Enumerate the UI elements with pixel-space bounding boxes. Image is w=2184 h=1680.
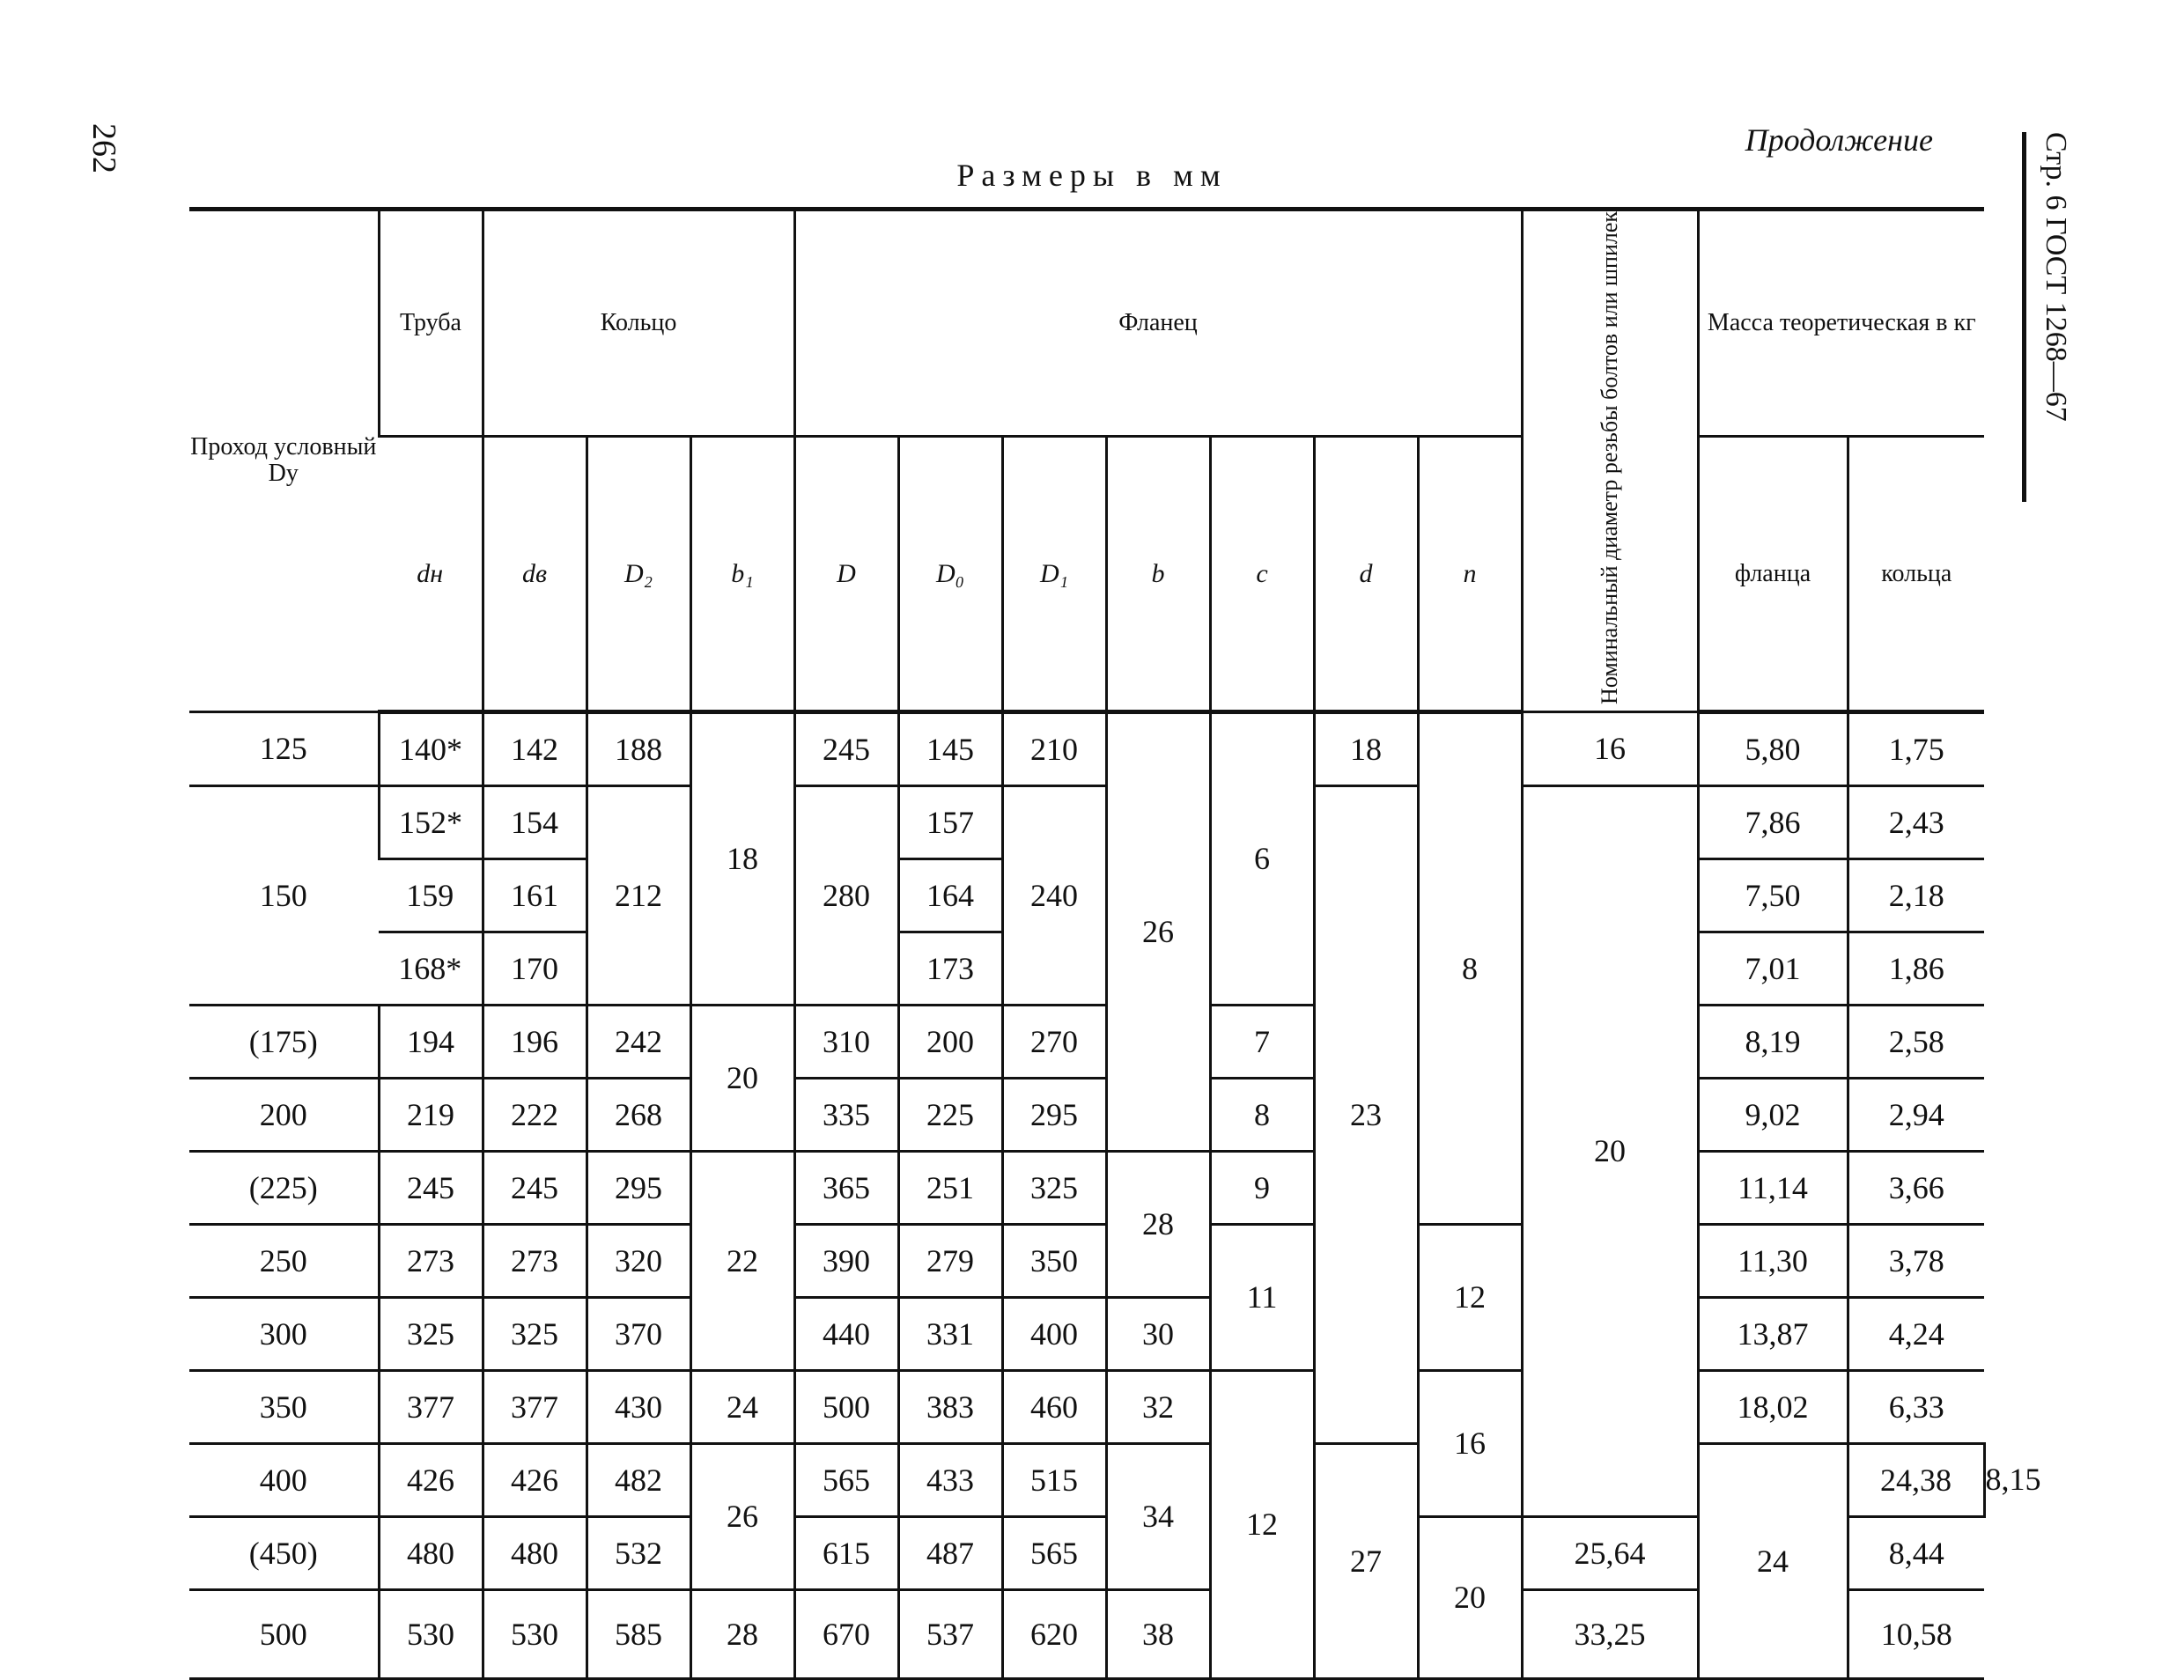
header-passage: Проход условный Dу <box>189 210 379 712</box>
cell-mass-ring: 3,78 <box>1848 1224 1984 1297</box>
cell-mass-flange: 7,50 <box>1698 858 1848 932</box>
cell-dn: 168* <box>379 932 483 1005</box>
cell-mass-flange: 13,87 <box>1698 1297 1848 1370</box>
cell-dy: 350 <box>189 1370 379 1443</box>
cell-dv: 426 <box>483 1443 587 1516</box>
cell-mass-flange: 5,80 <box>1698 711 1848 785</box>
header-bolt-diameter <box>1522 210 1698 712</box>
cell-dv: 142 <box>483 711 587 785</box>
cell-dy: (175) <box>189 1005 379 1078</box>
side-rule <box>2022 132 2026 502</box>
cell-mass-ring: 2,43 <box>1848 785 1984 858</box>
cell-D: 615 <box>794 1516 898 1589</box>
cell-b: 34 <box>1106 1443 1210 1589</box>
cell-d: 18 <box>1314 711 1418 785</box>
cell-mass-flange: 11,30 <box>1698 1224 1848 1297</box>
cell-d: 23 <box>1314 785 1418 1443</box>
cell-b: 30 <box>1106 1297 1210 1370</box>
cell-D1: 270 <box>1002 1005 1106 1078</box>
cell-mass-flange: 11,14 <box>1698 1151 1848 1224</box>
cell-D1: 460 <box>1002 1370 1106 1443</box>
cell-b1: 28 <box>690 1589 794 1678</box>
cell-D: 440 <box>794 1297 898 1370</box>
cell-D: 500 <box>794 1370 898 1443</box>
cell-D0: 200 <box>898 1005 1002 1078</box>
cell-dv: 196 <box>483 1005 587 1078</box>
cell-mass-ring: 2,94 <box>1848 1078 1984 1151</box>
cell-D0: 433 <box>898 1443 1002 1516</box>
header-flange: Фланец <box>794 210 1522 437</box>
cell-dn: 426 <box>379 1443 483 1516</box>
cell-D0: 279 <box>898 1224 1002 1297</box>
header-d: d <box>1314 437 1418 712</box>
cell-D: 365 <box>794 1151 898 1224</box>
cell-mass-ring: 1,86 <box>1848 932 1984 1005</box>
cell-c: 12 <box>1210 1370 1314 1678</box>
cell-b1: 18 <box>690 711 794 1005</box>
cell-D2: 532 <box>587 1516 690 1589</box>
header-dv: dв <box>483 437 587 712</box>
header-D: D <box>794 437 898 712</box>
cell-bolt: 24 <box>1698 1443 1848 1678</box>
cell-dy: 500 <box>189 1589 379 1678</box>
cell-D1: 620 <box>1002 1589 1106 1678</box>
cell-D0: 157 <box>898 785 1002 858</box>
table-row <box>189 785 1984 858</box>
header-bolt-diameter-text: Номинальный диаметр резьбы болтов или шпилек <box>1597 211 1623 704</box>
cell-D2: 242 <box>587 1005 690 1078</box>
cell-mass-flange: 8,19 <box>1698 1005 1848 1078</box>
cell-dn: 273 <box>379 1224 483 1297</box>
cell-b1: 26 <box>690 1443 794 1589</box>
cell-D: 335 <box>794 1078 898 1151</box>
continuation-label: Продолжение <box>1745 122 1933 158</box>
cell-dy: 200 <box>189 1078 379 1151</box>
cell-D1: 350 <box>1002 1224 1106 1297</box>
cell-D: 280 <box>794 785 898 1005</box>
table-row <box>189 1370 1984 1443</box>
cell-dn: 152* <box>379 785 483 858</box>
cell-D2: 188 <box>587 711 690 785</box>
header-b1: b₁ <box>690 437 794 712</box>
cell-mass-ring: 4,24 <box>1848 1297 1984 1370</box>
cell-c: 8 <box>1210 1078 1314 1151</box>
table-title: Размеры в мм <box>956 158 1228 193</box>
cell-dn: 159 <box>379 858 483 932</box>
cell-dy: 150 <box>189 785 379 1005</box>
cell-mass-ring: 2,18 <box>1848 858 1984 932</box>
header-mass: Масса теоретическая в кг <box>1698 210 1984 437</box>
cell-n: 16 <box>1418 1370 1522 1516</box>
cell-dv: 325 <box>483 1297 587 1370</box>
cell-n: 8 <box>1418 711 1522 1224</box>
standard-reference: Стр. 6 ГОСТ 1268—67 <box>2040 132 2072 422</box>
cell-D2: 482 <box>587 1443 690 1516</box>
cell-dv: 480 <box>483 1516 587 1589</box>
cell-D0: 164 <box>898 858 1002 932</box>
cell-dv: 161 <box>483 858 587 932</box>
cell-D0: 145 <box>898 711 1002 785</box>
cell-dn: 480 <box>379 1516 483 1589</box>
cell-D: 390 <box>794 1224 898 1297</box>
header-b: b <box>1106 437 1210 712</box>
cell-D0: 537 <box>898 1589 1002 1678</box>
cell-mass-flange: 25,64 <box>1522 1516 1698 1589</box>
cell-dy: (450) <box>189 1516 379 1589</box>
cell-dv: 154 <box>483 785 587 858</box>
cell-D0: 173 <box>898 932 1002 1005</box>
cell-D: 565 <box>794 1443 898 1516</box>
cell-bolt: 16 <box>1522 711 1698 785</box>
cell-D2: 585 <box>587 1589 690 1678</box>
cell-D: 245 <box>794 711 898 785</box>
header-mass-flange: фланца <box>1698 437 1848 712</box>
cell-D0: 331 <box>898 1297 1002 1370</box>
cell-mass-flange: 9,02 <box>1698 1078 1848 1151</box>
cell-D0: 487 <box>898 1516 1002 1589</box>
cell-mass-flange: 7,01 <box>1698 932 1848 1005</box>
cell-D1: 295 <box>1002 1078 1106 1151</box>
cell-dv: 377 <box>483 1370 587 1443</box>
cell-bolt: 20 <box>1522 785 1698 1516</box>
page-number: 262 <box>85 123 122 173</box>
cell-b: 32 <box>1106 1370 1210 1443</box>
cell-D2: 320 <box>587 1224 690 1297</box>
cell-dn: 219 <box>379 1078 483 1151</box>
header-c: c <box>1210 437 1314 712</box>
cell-dn: 194 <box>379 1005 483 1078</box>
cell-D1: 210 <box>1002 711 1106 785</box>
table-row <box>189 1005 1984 1078</box>
cell-mass-ring: 6,33 <box>1848 1370 1984 1443</box>
cell-dv: 170 <box>483 932 587 1005</box>
cell-D0: 383 <box>898 1370 1002 1443</box>
cell-mass-flange: 24,38 <box>1848 1443 1984 1516</box>
cell-dv: 222 <box>483 1078 587 1151</box>
cell-D2: 268 <box>587 1078 690 1151</box>
cell-D1: 515 <box>1002 1443 1106 1516</box>
cell-dy: 300 <box>189 1297 379 1370</box>
header-mass-ring: кольца <box>1848 437 1984 712</box>
cell-b1: 22 <box>690 1151 794 1370</box>
cell-D1: 565 <box>1002 1516 1106 1589</box>
cell-c: 6 <box>1210 711 1314 1005</box>
cell-dy: (225) <box>189 1151 379 1224</box>
dimensions-table <box>189 207 2041 1680</box>
table-row <box>189 711 1984 785</box>
cell-dn: 245 <box>379 1151 483 1224</box>
cell-D: 310 <box>794 1005 898 1078</box>
cell-dn: 377 <box>379 1370 483 1443</box>
table-row <box>189 1297 1984 1370</box>
cell-c: 11 <box>1210 1224 1314 1370</box>
header-D2: D₂ <box>587 437 690 712</box>
cell-dn: 140* <box>379 711 483 785</box>
cell-D2: 430 <box>587 1370 690 1443</box>
cell-D0: 251 <box>898 1151 1002 1224</box>
cell-mass-ring: 10,58 <box>1848 1589 1984 1678</box>
cell-b: 38 <box>1106 1589 1210 1678</box>
cell-D: 670 <box>794 1589 898 1678</box>
cell-mass-flange: 18,02 <box>1698 1370 1848 1443</box>
cell-mass-flange: 7,86 <box>1698 785 1848 858</box>
header-D1: D₁ <box>1002 437 1106 712</box>
cell-b1: 24 <box>690 1370 794 1443</box>
cell-dv: 530 <box>483 1589 587 1678</box>
cell-D2: 212 <box>587 785 690 1005</box>
cell-D1: 325 <box>1002 1151 1106 1224</box>
cell-b: 26 <box>1106 711 1210 1151</box>
cell-c: 9 <box>1210 1151 1314 1224</box>
cell-dy: 400 <box>189 1443 379 1516</box>
cell-mass-ring: 1,75 <box>1848 711 1984 785</box>
table-row: 400 426 426 482 26 565 433 515 34 27 24 24,38 8,15 <box>189 1443 1984 1516</box>
cell-mass-flange: 33,25 <box>1522 1589 1698 1678</box>
cell-mass-ring: 3,66 <box>1848 1151 1984 1224</box>
header-n: n <box>1418 437 1522 712</box>
cell-dy: 250 <box>189 1224 379 1297</box>
header-ring: Кольцо <box>483 210 794 437</box>
table-row <box>189 1078 1984 1151</box>
cell-dn: 325 <box>379 1297 483 1370</box>
cell-dy: 125 <box>189 711 379 785</box>
cell-mass-ring: 2,58 <box>1848 1005 1984 1078</box>
cell-D1: 400 <box>1002 1297 1106 1370</box>
cell-D2: 370 <box>587 1297 690 1370</box>
header-D0: D₀ <box>898 437 1002 712</box>
cell-D0: 225 <box>898 1078 1002 1151</box>
cell-mass-ring: 8,44 <box>1848 1516 1984 1589</box>
header-dn: dн <box>379 437 483 712</box>
cell-dv: 273 <box>483 1224 587 1297</box>
cell-b1: 20 <box>690 1005 794 1151</box>
cell-D1: 240 <box>1002 785 1106 1005</box>
table-row <box>189 1151 1984 1224</box>
header-pipe: Труба <box>379 210 483 437</box>
cell-n: 20 <box>1418 1516 1522 1678</box>
cell-n: 12 <box>1418 1224 1522 1370</box>
cell-b: 28 <box>1106 1151 1210 1297</box>
cell-dv: 245 <box>483 1151 587 1224</box>
cell-d: 27 <box>1314 1443 1418 1678</box>
cell-c: 7 <box>1210 1005 1314 1078</box>
cell-D2: 295 <box>587 1151 690 1224</box>
cell-dn: 530 <box>379 1589 483 1678</box>
table-row <box>189 1224 1984 1297</box>
